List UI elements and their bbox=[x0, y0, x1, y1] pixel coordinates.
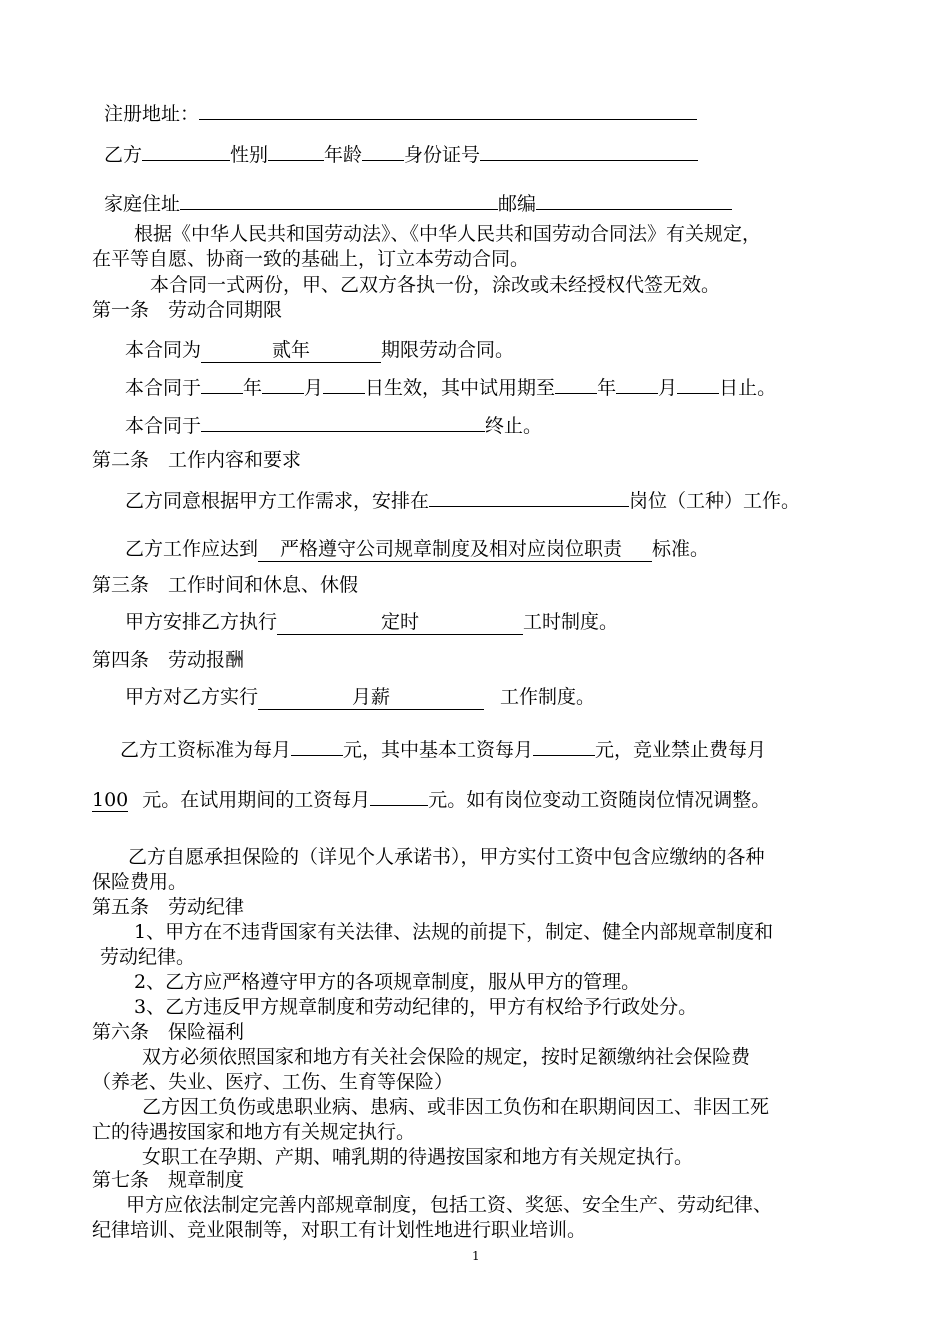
registered-address-label: 注册地址： bbox=[104, 103, 200, 125]
wage-mid1: 元，其中基本工资每月 bbox=[343, 739, 534, 761]
noncompete-value[interactable]: 100 bbox=[92, 789, 129, 811]
id-number-field[interactable] bbox=[480, 140, 698, 161]
trial-text: 元。在试用期间的工资每月 bbox=[142, 789, 371, 811]
article-2-title: 第二条 工作内容和要求 bbox=[92, 449, 302, 471]
post-assignment-row bbox=[125, 486, 800, 513]
start-mid-text: 日生效，其中试用期至 bbox=[365, 377, 556, 399]
work-standard-row bbox=[125, 537, 709, 562]
post-prefix: 乙方同意根据甲方工作需求，安排在 bbox=[125, 490, 430, 512]
contract-term-suffix: 期限劳动合同。 bbox=[381, 339, 515, 361]
end-text: 终止。 bbox=[485, 415, 543, 437]
gender-field[interactable] bbox=[268, 140, 324, 161]
insurance-welfare-p2-line2: 亡的待遇按国家和地方有关规定执行。 bbox=[92, 1121, 416, 1143]
base-wage-field[interactable] bbox=[533, 735, 595, 756]
id-number-label: 身份证号 bbox=[404, 144, 481, 166]
party-b-info-row bbox=[104, 140, 698, 167]
insurance-paragraph-line2: 保险费用。 bbox=[92, 871, 188, 893]
registered-address-field[interactable] bbox=[199, 99, 697, 120]
registered-address-row bbox=[104, 99, 697, 126]
pay-system-row bbox=[125, 685, 595, 710]
article-5-title: 第五条 劳动纪律 bbox=[92, 896, 245, 918]
pay-suffix: 工作制度。 bbox=[500, 686, 596, 708]
discipline-item3: 3、乙方违反甲方规章制度和劳动纪律的，甲方有权给予行政处分。 bbox=[134, 996, 698, 1018]
standard-suffix: 标准。 bbox=[652, 538, 710, 560]
page-number: 1 bbox=[472, 1249, 480, 1263]
age-field[interactable] bbox=[362, 140, 404, 161]
party-b-name-field[interactable] bbox=[142, 140, 230, 161]
contract-end-field[interactable] bbox=[201, 411, 485, 432]
discipline-item1-line2: 劳动纪律。 bbox=[100, 946, 196, 968]
contract-term-row bbox=[125, 338, 514, 363]
start-year-field[interactable] bbox=[201, 373, 243, 394]
trial-wage-field[interactable] bbox=[370, 785, 428, 806]
trial-suffix: 元。如有岗位变动工资随岗位情况调整。 bbox=[428, 789, 771, 811]
intro-paragraph-line2: 在平等自愿、协商一致的基础上，订立本劳动合同。 bbox=[92, 248, 530, 270]
work-hours-suffix: 工时制度。 bbox=[523, 611, 619, 633]
start-day-field[interactable] bbox=[323, 373, 365, 394]
insurance-welfare-p1-line2: （养老、失业、医疗、工伤、生育等保险） bbox=[92, 1071, 454, 1093]
discipline-item1-line1: 1、甲方在不违背国家有关法律、法规的前提下，制定、健全内部规章制度和 bbox=[134, 921, 774, 943]
contract-end-row bbox=[125, 411, 542, 438]
post-suffix: 岗位（工种）工作。 bbox=[629, 490, 801, 512]
postcode-label: 邮编 bbox=[498, 193, 537, 215]
work-hours-value[interactable]: 定时 bbox=[277, 610, 523, 635]
monthly-wage-field[interactable] bbox=[291, 735, 343, 756]
home-address-field[interactable] bbox=[180, 189, 498, 210]
insurance-paragraph-line1: 乙方自愿承担保险的（详见个人承诺书），甲方实付工资中包含应缴纳的各种 bbox=[128, 846, 765, 868]
discipline-item2: 2、乙方应严格遵守甲方的各项规章制度，服从甲方的管理。 bbox=[134, 971, 641, 993]
home-address-row bbox=[104, 189, 732, 216]
wage-mid2: 元，竞业禁止费每月 bbox=[595, 739, 767, 761]
article-3-title: 第三条 工作时间和休息、休假 bbox=[92, 574, 359, 596]
post-field[interactable] bbox=[429, 486, 629, 507]
pay-prefix: 甲方对乙方实行 bbox=[125, 686, 259, 708]
trial-year-label: 年 bbox=[597, 377, 617, 399]
article-1-title: 第一条 劳动合同期限 bbox=[92, 299, 283, 321]
gender-label: 性别 bbox=[230, 144, 269, 166]
intro-copies-paragraph: 本合同一式两份，甲、乙双方各执一份，涂改或未经授权代签无效。 bbox=[150, 274, 721, 296]
standard-prefix: 乙方工作应达到 bbox=[125, 538, 259, 560]
trial-day-field[interactable] bbox=[677, 373, 719, 394]
contract-term-prefix: 本合同为 bbox=[125, 339, 202, 361]
start-month-field[interactable] bbox=[262, 373, 304, 394]
trial-month-label: 月 bbox=[658, 377, 678, 399]
trial-month-field[interactable] bbox=[616, 373, 658, 394]
trial-end-suffix: 日止。 bbox=[719, 377, 777, 399]
wage-prefix: 乙方工资标准为每月 bbox=[120, 739, 292, 761]
start-prefix: 本合同于 bbox=[125, 377, 202, 399]
party-b-label: 乙方 bbox=[104, 144, 143, 166]
contract-term-value[interactable]: 贰年 bbox=[201, 338, 381, 363]
trial-year-field[interactable] bbox=[555, 373, 597, 394]
regulations-p1-line2: 纪律培训、竞业限制等，对职工有计划性地进行职业培训。 bbox=[92, 1219, 587, 1241]
article-4-title: 第四条 劳动报酬 bbox=[92, 649, 245, 671]
home-address-label: 家庭住址 bbox=[104, 193, 181, 215]
pay-value[interactable]: 月薪 bbox=[258, 685, 484, 710]
month-label: 月 bbox=[304, 377, 324, 399]
end-prefix: 本合同于 bbox=[125, 415, 202, 437]
insurance-welfare-p2-line1: 乙方因工负伤或患职业病、患病、或非因工负伤和在职期间因工、非因工死 bbox=[142, 1096, 770, 1118]
work-hours-row bbox=[125, 610, 618, 635]
insurance-welfare-p3: 女职工在孕期、产期、哺乳期的待遇按国家和地方有关规定执行。 bbox=[142, 1146, 694, 1168]
article-6-title: 第六条 保险福利 bbox=[92, 1021, 245, 1043]
intro-paragraph-line1: 根据《中华人民共和国劳动法》、《中华人民共和国劳动合同法》有关规定， bbox=[134, 223, 762, 245]
regulations-p1-line1: 甲方应依法制定完善内部规章制度，包括工资、奖惩、安全生产、劳动纪律、 bbox=[126, 1194, 773, 1216]
contract-start-row bbox=[125, 373, 776, 400]
trial-wage-row bbox=[92, 785, 770, 812]
age-label: 年龄 bbox=[324, 144, 363, 166]
postcode-field[interactable] bbox=[536, 189, 732, 210]
wage-standard-row bbox=[120, 735, 766, 762]
article-7-title: 第七条 规章制度 bbox=[92, 1169, 245, 1191]
standard-value[interactable]: 严格遵守公司规章制度及相对应岗位职责 bbox=[258, 537, 652, 562]
insurance-welfare-p1-line1: 双方必须依照国家和地方有关社会保险的规定，按时足额缴纳社会保险费 bbox=[142, 1046, 751, 1068]
year-label: 年 bbox=[243, 377, 263, 399]
work-hours-prefix: 甲方安排乙方执行 bbox=[125, 611, 278, 633]
